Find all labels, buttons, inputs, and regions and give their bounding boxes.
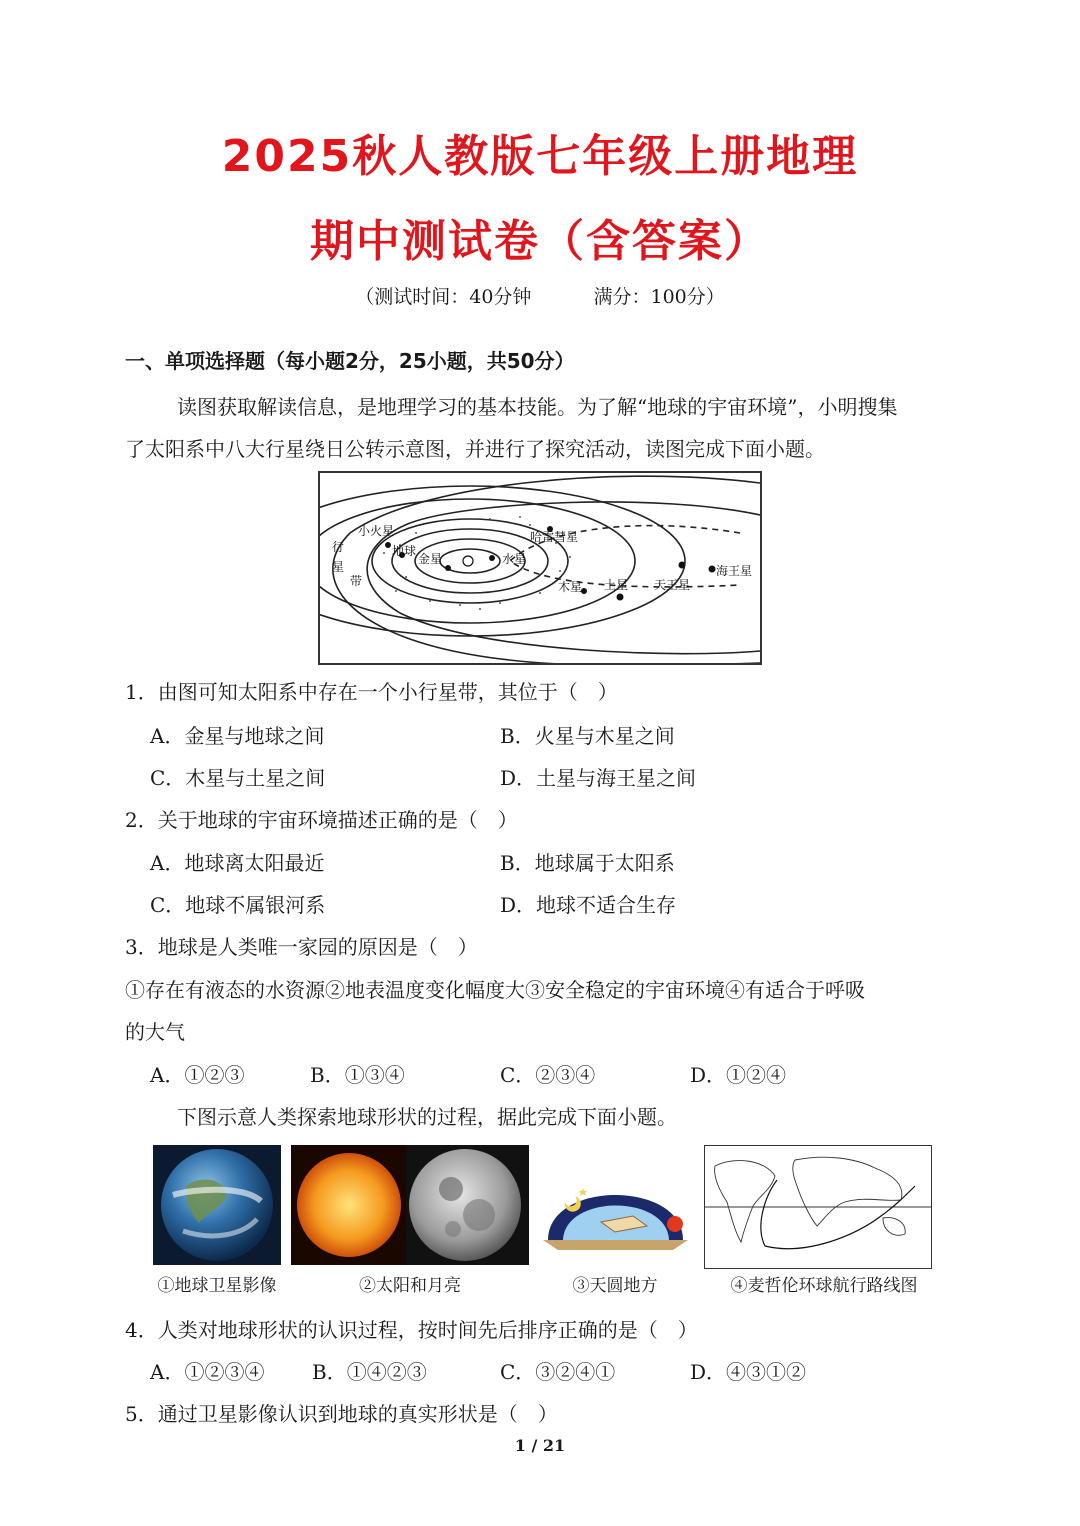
question-3-stem: 3．地球是人类唯一家园的原因是（ ）: [125, 935, 478, 959]
label-mars: 小火星: [358, 524, 395, 538]
intro1-line1: 读图获取解读信息，是地理学习的基本技能。为了解“地球的宇宙环境”，小明搜集: [177, 395, 898, 419]
q1-option-c: C．木星与土星之间: [150, 766, 326, 790]
q1-option-b: B．火星与木星之间: [500, 724, 675, 748]
q4-option-a: A．①②③④: [150, 1360, 265, 1384]
label-earth: 地球: [392, 544, 417, 558]
q3-statement-line2: 的大气: [125, 1020, 185, 1044]
label-neptune: 海王星: [716, 564, 753, 578]
label-belt-3: 带: [350, 574, 363, 588]
test-meta: [0, 282, 1080, 309]
sun-and-moon-image: [291, 1145, 529, 1265]
caption-4: ④麦哲伦环球航行路线图: [730, 1276, 918, 1296]
heaven-round-earth-square-image: [543, 1160, 688, 1260]
label-belt-1: 行: [332, 540, 345, 554]
page-number: 1 / 21: [514, 1436, 566, 1455]
q2-option-a: A．地球离太阳最近: [150, 851, 325, 875]
q3-option-d: D．①②④: [690, 1063, 787, 1087]
q2-option-c: C．地球不属银河系: [150, 893, 326, 917]
q4-option-c: C．③②④①: [500, 1360, 616, 1384]
magellan-route-map: [704, 1145, 932, 1269]
caption-3: ③天圆地方: [572, 1276, 658, 1296]
solar-system-figure: [318, 471, 762, 665]
q4-option-d: D．④③①②: [690, 1360, 807, 1384]
earth-satellite-image: [153, 1145, 281, 1265]
q3-statement-line1: ①存在有液态的水资源②地表温度变化幅度大③安全稳定的宇宙环境④有适合于呼吸: [125, 978, 865, 1002]
q4-option-b: B．①④②③: [312, 1360, 427, 1384]
page-title-line1: 2025秋人教版七年级上册地理: [221, 131, 859, 182]
label-saturn: 土星: [604, 578, 629, 592]
q3-option-c: C．②③④: [500, 1063, 596, 1087]
solar-system-diagram: [320, 473, 760, 663]
label-halley: 哈雷彗星: [530, 530, 579, 544]
label-jupiter: 木星: [558, 580, 583, 594]
sun-moon-icon: [291, 1145, 529, 1265]
intro-paragraph-1: [125, 386, 965, 470]
q3-option-a: A．①②③: [150, 1063, 245, 1087]
question-2-stem: 2．关于地球的宇宙环境描述正确的是（ ）: [125, 808, 518, 832]
q3-option-b: B．①③④: [310, 1063, 405, 1087]
test-score: 满分：100分）: [593, 286, 725, 308]
caption-1: ①地球卫星影像: [157, 1276, 277, 1296]
page-title-line2: 期中测试卷（含答案）: [310, 216, 770, 267]
section-heading: 一、单项选择题（每小题2分，25小题，共50分）: [125, 349, 575, 373]
q2-option-b: B．地球属于太阳系: [500, 851, 675, 875]
question-5-stem: 5．通过卫星影像认识到地球的真实形状是（ ）: [125, 1402, 558, 1426]
intro1-line2: 了太阳系中八大行星绕日公转示意图，并进行了探究活动，读图完成下面小题。: [125, 437, 825, 461]
q2-option-d: D．地球不适合生存: [500, 893, 677, 917]
q1-option-d: D．土星与海王星之间: [500, 766, 697, 790]
q1-option-a: A．金星与地球之间: [150, 724, 325, 748]
caption-2: ②太阳和月亮: [359, 1276, 461, 1296]
label-mercury: 水星: [502, 552, 527, 566]
label-belt-2: 星: [332, 560, 345, 574]
question-4-stem: 4．人类对地球形状的认识过程，按时间先后排序正确的是（ ）: [125, 1318, 698, 1342]
test-time: （测试时间：40分钟: [355, 286, 532, 308]
dome-icon: [543, 1160, 688, 1260]
earth-globe-icon: [153, 1145, 281, 1265]
label-uranus: 天王星: [654, 578, 691, 592]
label-venus: 金星: [418, 552, 443, 566]
world-map-icon: [705, 1146, 931, 1268]
intro-paragraph-2: 下图示意人类探索地球形状的过程，据此完成下面小题。: [177, 1105, 677, 1129]
question-1-stem: 1．由图可知太阳系中存在一个小行星带，其位于（ ）: [125, 680, 618, 704]
